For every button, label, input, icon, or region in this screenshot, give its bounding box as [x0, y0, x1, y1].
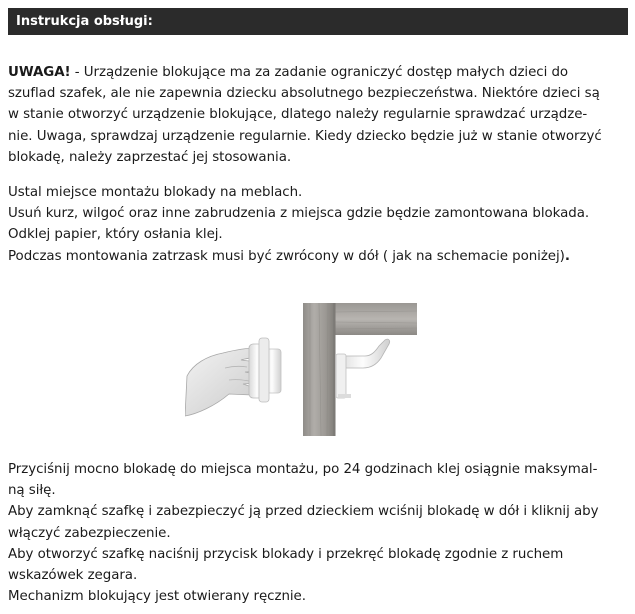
preparation-line-4-period: . [564, 248, 570, 264]
usage-line-1: Przyciśnij mocno blokadę do miejsca montażu, po 24 godzinach klej osiągnie maksymal- [8, 462, 598, 477]
header-bar [8, 8, 628, 35]
cabinet-corner [303, 303, 417, 436]
warning-line-1 [8, 62, 630, 83]
usage-line-5: Aby otworzyć szafkę naciśnij przycisk blokady i przekręć blokadę zgodnie z ruchem [8, 546, 564, 562]
usage-line-7: Mechanizm blokujący jest otwierany ręcznie. [8, 589, 306, 605]
usage-line-3: Aby zamknąć szafkę i zabezpieczyć ją przed dzieckiem wciśnij blokadę w dół i kliknij aby [8, 504, 599, 520]
installation-illustration [185, 298, 420, 438]
warning-paragraph [8, 62, 630, 168]
usage-line-2: ną siłę. [8, 483, 56, 499]
warning-line-5: blokadę, należy zaprzestać jej stosowania. [8, 149, 292, 165]
warning-line-2: szuflad szafek, ale nie zapewnia dziecku absolutnego bezpieczeństwa. Niektóre dzieci są [8, 86, 600, 102]
preparation-line-4 [8, 246, 630, 267]
preparation-paragraph [8, 182, 630, 267]
preparation-line-2: Usuń kurz, wilgoć oraz inne zabrudzenia z miejsca gdzie będzie zamontowana blokada. [8, 206, 590, 222]
usage-line-4: włączyć zabezpieczenie. [8, 525, 171, 541]
preparation-line-4-text: Podczas montowania zatrzask musi być zwrócony w dół ( jak na schemacie poniżej) [8, 248, 565, 264]
usage-line-6: wskazówek zegara. [8, 568, 138, 584]
usage-paragraph [8, 459, 630, 607]
warning-line-3: w stanie otworzyć urządzenie blokujące, dlatego należy regularnie sprawdzać urządze- [8, 107, 588, 123]
warning-line-1-text: - Urządzenie blokujące ma za zadanie ograniczyć dostęp małych dzieci do [70, 65, 569, 80]
latch-mounted [336, 339, 390, 398]
warning-label: UWAGA! [8, 65, 71, 80]
header-title: Instrukcja obsługi: [16, 14, 153, 29]
warning-line-4: nie. Uwaga, sprawdzaj urządzenie regularnie. Kiedy dziecko będzie już w stanie otworzyć [8, 128, 602, 144]
preparation-line-1: Ustal miejsce montażu blokady na meblach. [8, 185, 303, 200]
lock-device-side [249, 338, 281, 402]
preparation-line-3: Odklej papier, który osłania klej. [8, 227, 223, 243]
